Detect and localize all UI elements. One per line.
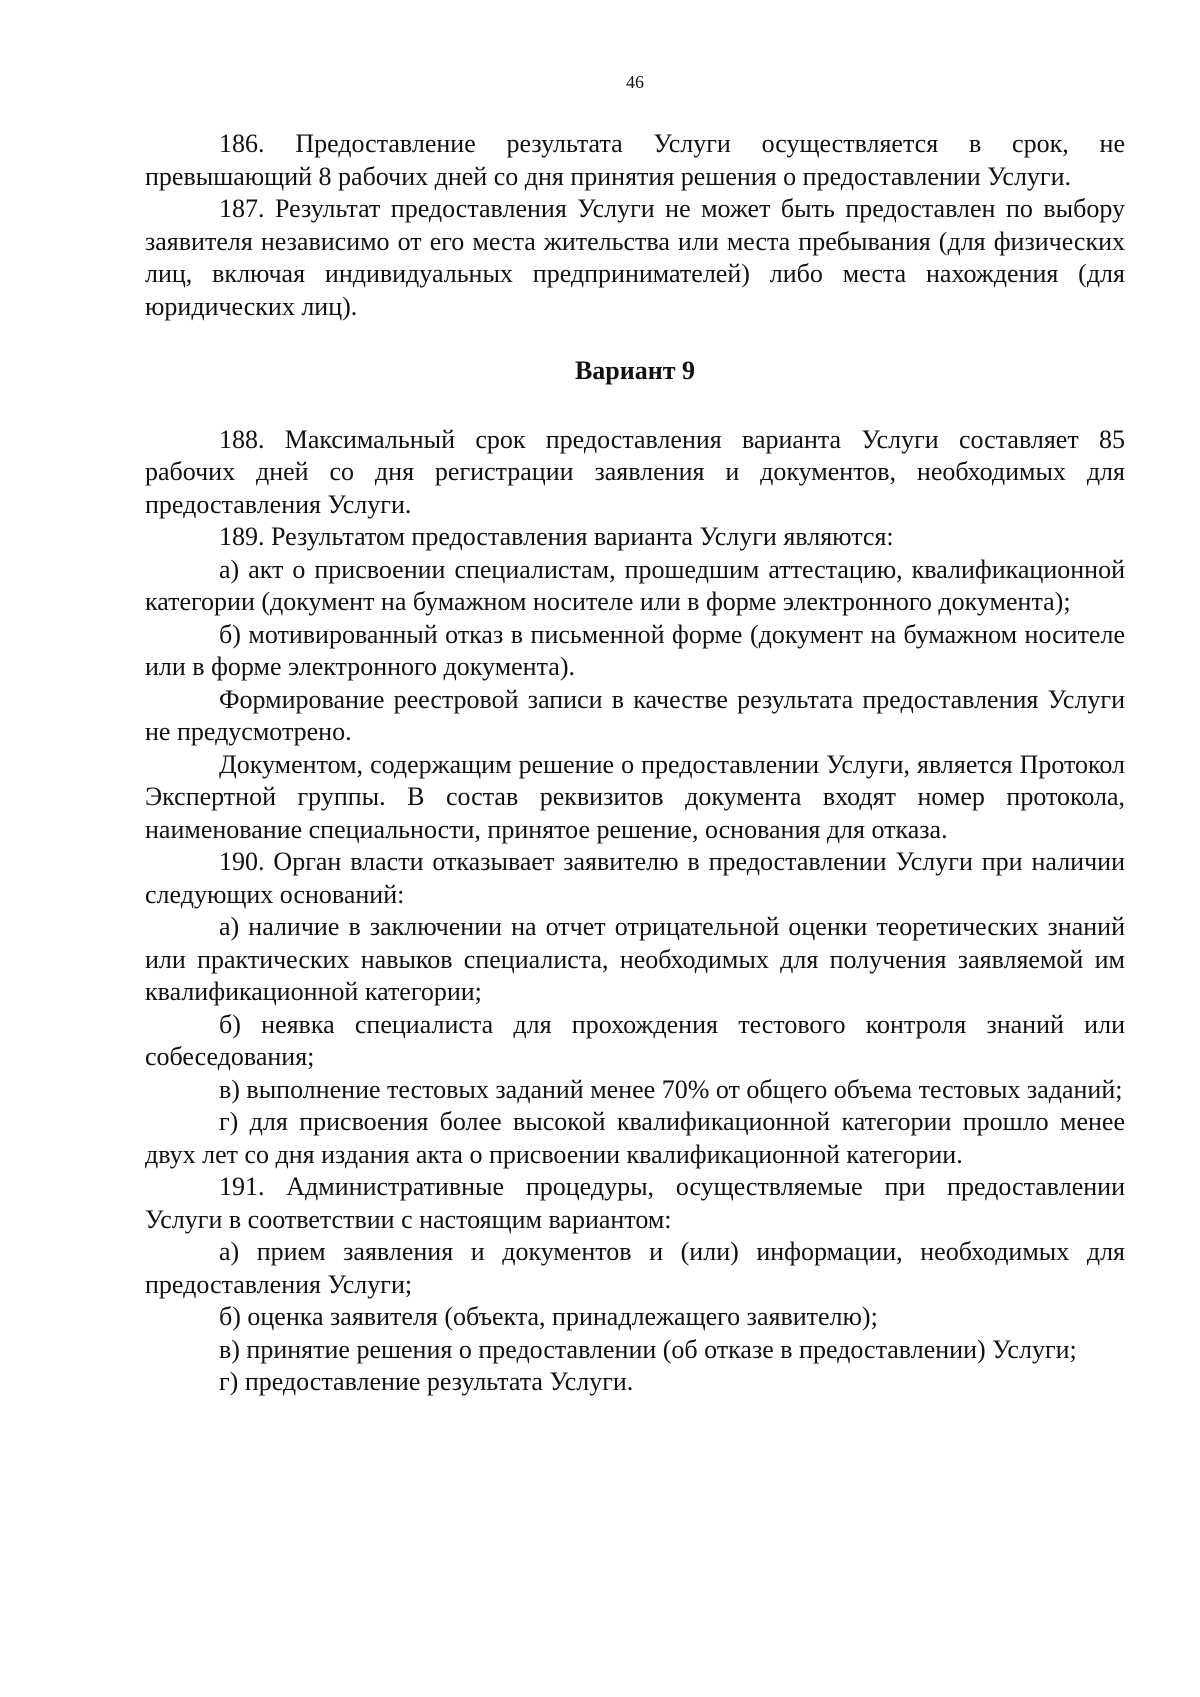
paragraph-190-v: в) выполнение тестовых заданий менее 70% от общего объема тестовых заданий; (219, 1074, 1123, 1104)
paragraph-191-b: б) оценка заявителя (объекта, принадлежащего заявителю); (219, 1302, 878, 1331)
paragraph-189-a: а) акт о присвоении специалистам, прошедшим аттестацию, квалификационной категории (документ на бумажном носителе или в форме электронного документа); (145, 554, 1125, 616)
section-heading: Вариант 9 (574, 356, 696, 385)
paragraph-decision-document: Документом, содержащим решение о предоставлении Услуги, является Протокол Экспертной группы. В состав реквизитов документа входят номер протокола, наименование специальности, принятое решение, основания для отказа. (145, 749, 1125, 844)
paragraph-189: 189. Результатом предоставления варианта Услуги являются: (219, 522, 894, 551)
paragraph-191-a: а) прием заявления и документов и (или) информации, необходимых для предоставления Услуги; (145, 1237, 1125, 1299)
paragraph-190-a: а) наличие в заключении на отчет отрицательной оценки теоретических знаний или практических навыков специалиста, необходимых для получения заявляемой им квалификационной категории; (145, 912, 1125, 1006)
paragraph-189-b: б) мотивированный отказ в письменной форме (документ на бумажном носителе или в форме электронного документа). (145, 619, 1125, 681)
paragraph-191: 191. Административные процедуры, осуществляемые при предоставлении Услуги в соответствии с настоящим вариантом: (145, 1172, 1125, 1234)
paragraph-186: 186. Предоставление результата Услуги осуществляется в срок, не превышающий 8 рабочих дней со дня принятия решения о предоставлении Услуги. (145, 129, 1125, 191)
paragraph-191-v: в) принятие решения о предоставлении (об отказе в предоставлении) Услуги; (219, 1334, 1077, 1364)
paragraph-190-b: б) неявка специалиста для прохождения тестового контроля знаний или собеседования; (145, 1009, 1125, 1071)
paragraph-187: 187. Результат предоставления Услуги не может быть предоставлен по выбору заявителя независимо от его места жительства или места пребывания (для физических лиц, включая индивидуальных предпринимателей) либо места нахождения (для юридических лиц). (145, 194, 1125, 321)
paragraph-190: 190. Орган власти отказывает заявителю в предоставлении Услуги при наличии следующих оснований: (145, 847, 1125, 909)
paragraph-registry-note: Формирование реестровой записи в качестве результата предоставления Услуги не предусмотрено. (145, 684, 1125, 746)
paragraph-190-g: г) для присвоения более высокой квалификационной категории прошло менее двух лет со дня издания акта о присвоении квалификационной категории. (145, 1107, 1125, 1169)
paragraph-188: 188. Максимальный срок предоставления варианта Услуги составляет 85 рабочих дней со дня регистрации заявления и документов, необходимых для предоставления Услуги. (145, 424, 1125, 519)
page-number: 46 (626, 72, 644, 92)
paragraph-191-g: г) предоставление результата Услуги. (219, 1367, 634, 1396)
document-page (145, 70, 1125, 1399)
